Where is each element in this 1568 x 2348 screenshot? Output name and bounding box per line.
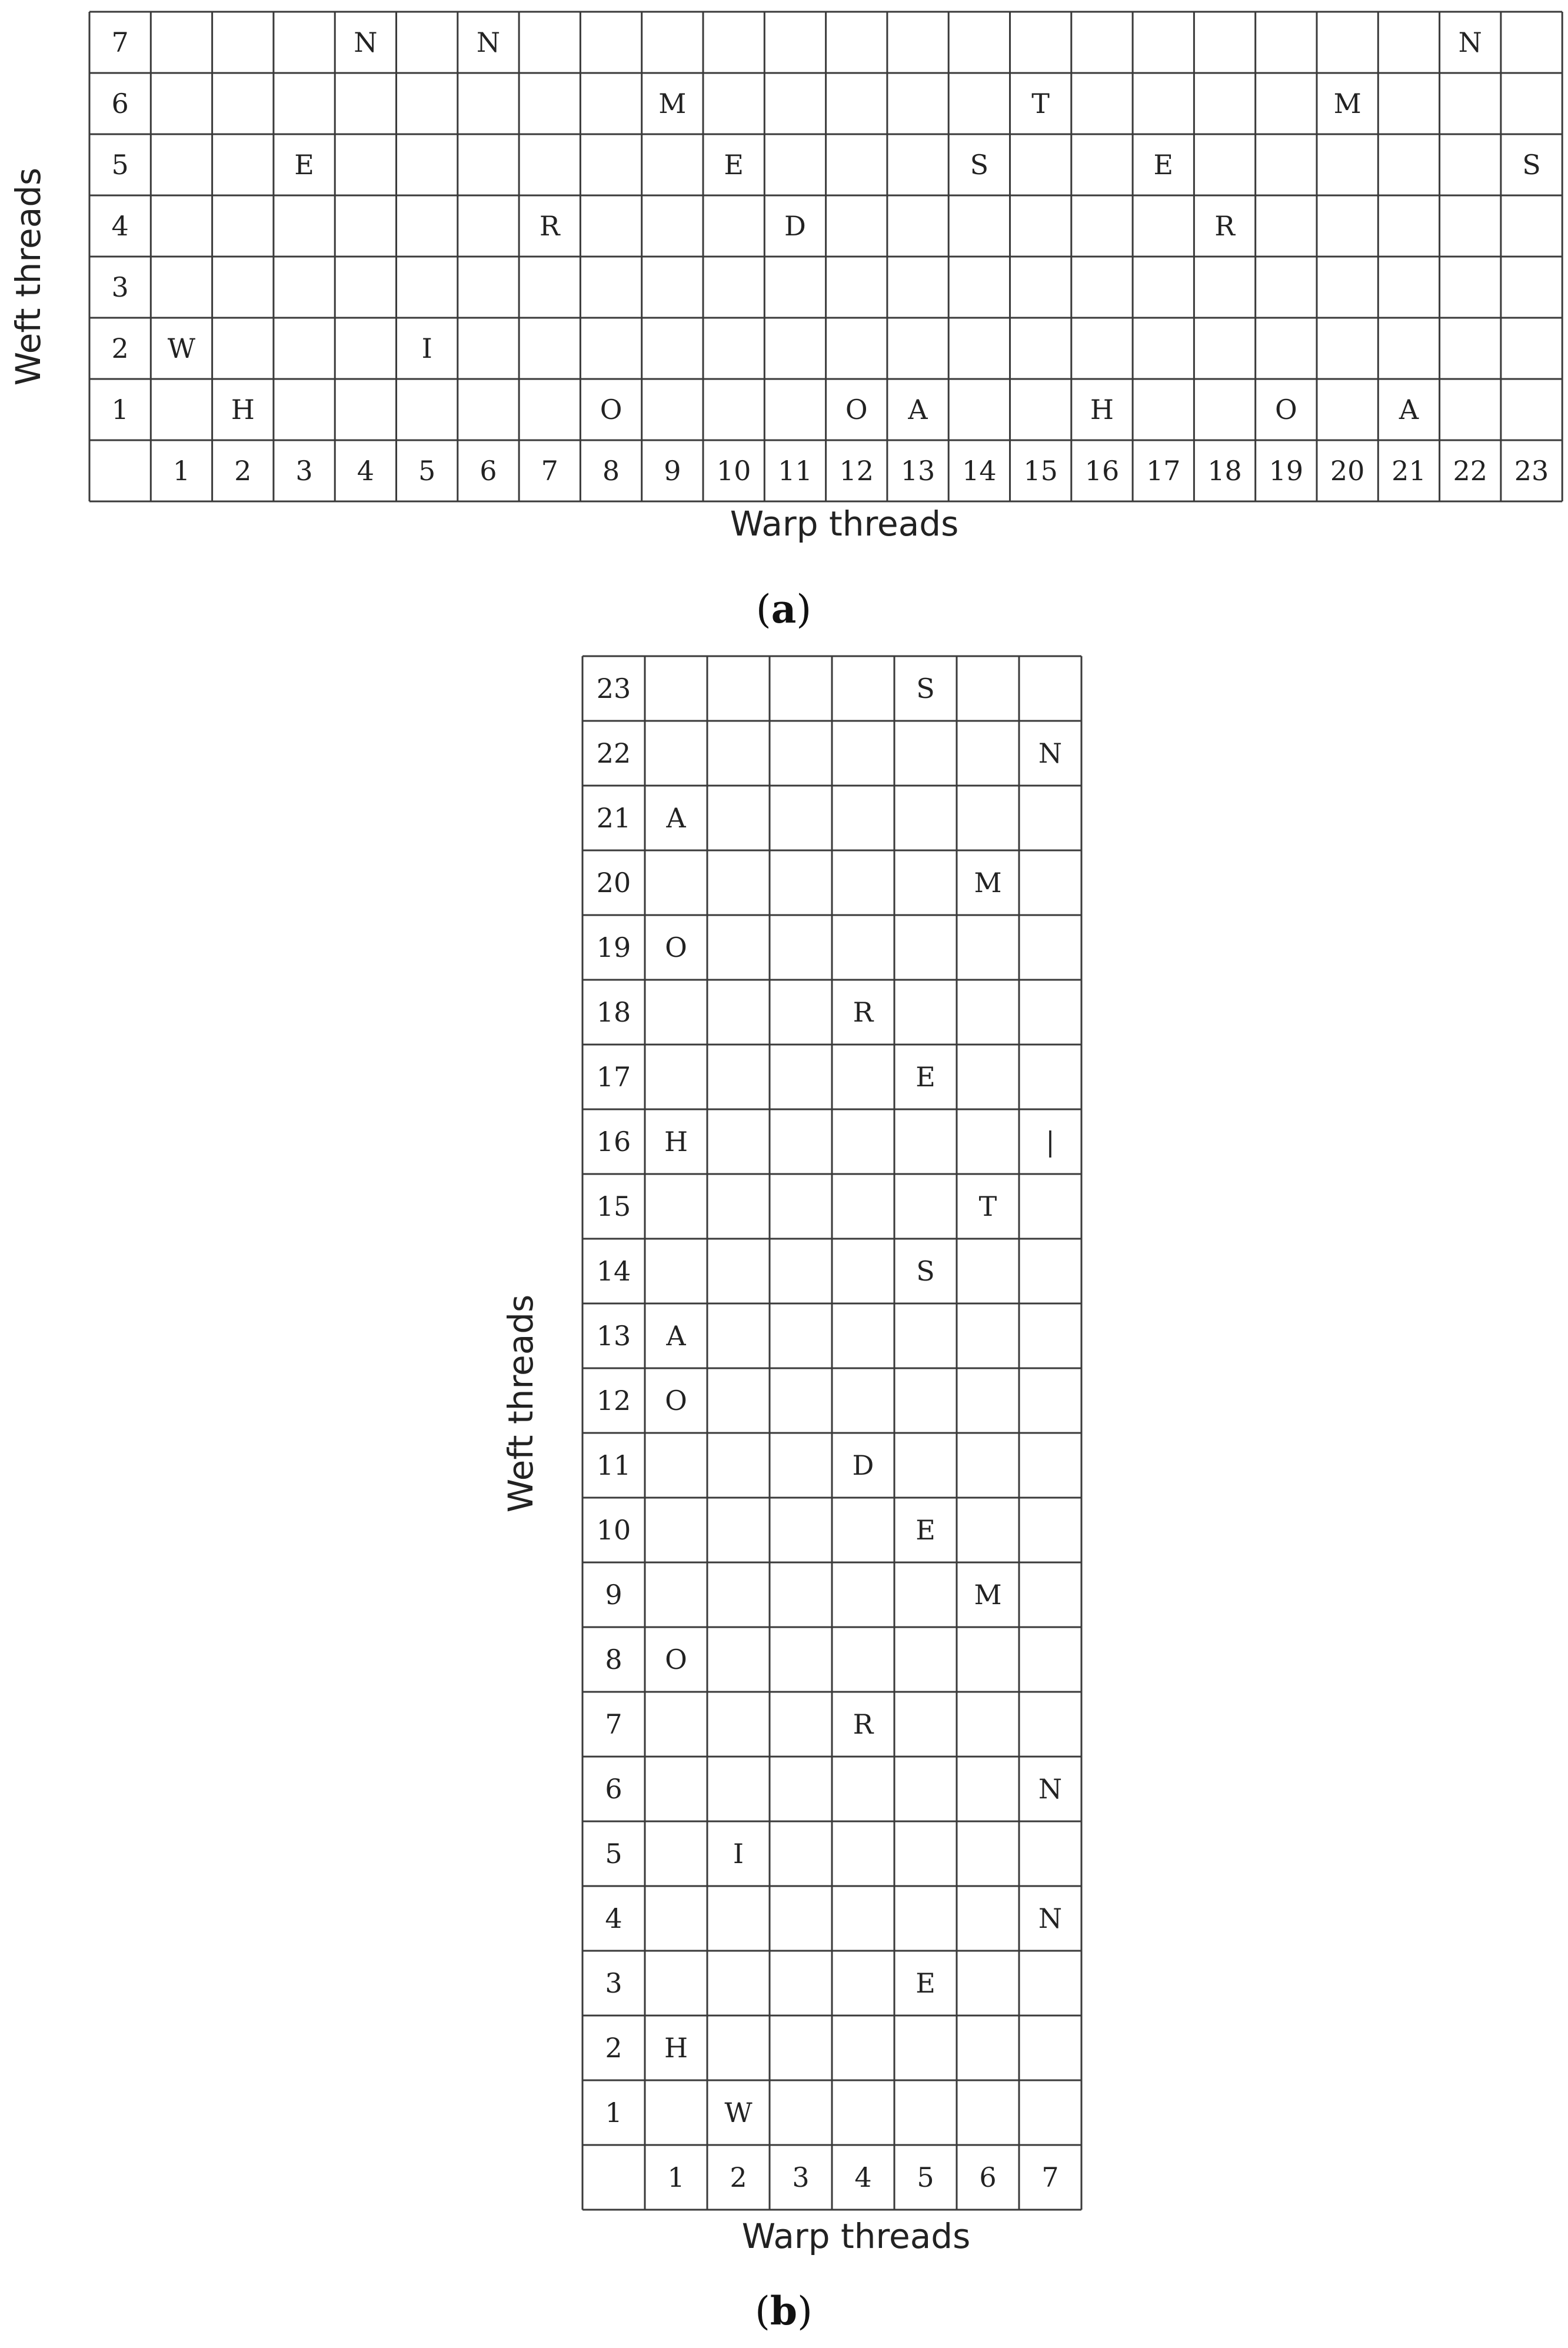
fig-b-cell-letter: O [665,932,687,963]
figure-a-grid [89,12,1562,501]
fig-b-column-label: 6 [979,2161,997,2193]
fig-a-row-label: 4 [111,210,129,242]
fig-a-column-label: 6 [480,455,497,487]
fig-b-row-label: 10 [596,1514,631,1546]
fig-a-row-label: 6 [111,88,129,119]
fig-b-cell-letter: R [853,1708,874,1740]
fig-a-row-label: 3 [111,271,129,303]
fig-b-column-label: 1 [667,2161,685,2193]
fig-b-row-label: 19 [596,932,631,963]
fig-b-cell-letter: R [853,996,874,1028]
fig-b-cell-letter: H [664,2032,688,2064]
fig-b-cell-letter: S [916,1255,935,1287]
fig-b-row-label: 9 [605,1579,622,1611]
figure-b-grid [582,656,1081,2210]
fig-a-cell-letter: R [539,210,560,242]
fig-a-column-label: 4 [357,455,374,487]
fig-a-cell-letter: M [1333,88,1361,119]
fig-a-column-label: 21 [1391,455,1426,487]
fig-a-row-label: 1 [111,394,129,425]
fig-b-cell-letter: | [1046,1126,1055,1158]
fig-b-column-label: 4 [854,2161,872,2193]
figure-b [501,656,1081,2334]
fig-a-cell-letter: O [845,394,868,425]
fig-b-cell-letter: D [852,1449,874,1481]
fig-a-column-label: 13 [900,455,936,487]
fig-b-cell-letter: E [916,1967,936,1999]
fig-a-column-label: 17 [1146,455,1181,487]
fig-a-column-label: 22 [1453,455,1488,487]
fig-a-cell-letter: A [1399,394,1419,425]
fig-a-column-label: 1 [172,455,191,487]
fig-a-row-label: 5 [111,149,129,181]
fig-a-cell-letter: N [354,26,378,58]
fig-a-column-label: 19 [1269,455,1304,487]
fig-b-cell-letter: N [1038,1903,1063,1934]
fig-a-cell-letter: O [600,394,622,425]
fig-a-cell-letter: H [1090,394,1114,425]
fig-b-cell-letter: H [664,1126,688,1158]
fig-a-cell-letter: E [1153,149,1174,181]
fig-b-row-label: 23 [596,673,631,704]
fig-a-column-label: 12 [839,455,874,487]
fig-b-row-label: 11 [596,1449,631,1481]
fig-a-cell-letter: H [231,394,255,425]
fig-a-column-label: 23 [1514,455,1549,487]
fig-a-column-label: 7 [541,455,558,487]
fig-b-cell-letter: T [978,1190,997,1222]
fig-a-cell-letter: M [658,88,687,119]
fig-b-cell-letter: O [665,1385,687,1416]
fig-b-row-label: 22 [596,737,631,769]
fig-a-column-label: 3 [295,455,313,487]
figure-b-y-axis-label: Weft threads [501,1294,541,1513]
fig-b-cell-letter: E [916,1514,936,1546]
fig-a-cell-letter: N [476,26,501,58]
fig-b-cell-letter: I [733,1838,744,1870]
fig-a-column-label: 2 [234,455,252,487]
fig-b-row-label: 18 [596,996,631,1028]
fig-b-column-label: 2 [730,2161,747,2193]
fig-b-row-label: 5 [605,1838,622,1870]
fig-a-cell-letter: A [908,394,928,425]
fig-b-row-label: 12 [596,1385,631,1416]
fig-b-row-label: 13 [596,1320,631,1352]
fig-b-cell-letter: A [666,802,686,834]
fig-b-row-label: 8 [605,1644,622,1675]
fig-b-row-label: 17 [596,1061,631,1093]
fig-b-row-label: 14 [596,1255,631,1287]
fig-a-cell-letter: S [970,149,989,181]
fig-b-row-label: 6 [605,1773,622,1805]
fig-b-row-label: 4 [605,1903,622,1934]
fig-a-column-label: 5 [418,455,436,487]
fig-a-row-label: 2 [111,332,129,364]
fig-a-cell-letter: W [167,332,196,364]
figure-b-caption: (b) [755,2288,813,2334]
fig-b-cell-letter: S [916,673,935,704]
fig-a-row-label: 7 [111,26,129,58]
fig-a-column-label: 10 [716,455,751,487]
fig-b-cell-letter: A [666,1320,686,1352]
fig-b-column-label: 5 [917,2161,934,2193]
fig-a-column-label: 20 [1330,455,1365,487]
fig-b-column-label: 3 [792,2161,810,2193]
fig-b-row-label: 7 [605,1708,622,1740]
fig-a-column-label: 8 [602,455,620,487]
fig-a-cell-letter: I [421,332,432,364]
fig-a-cell-letter: E [724,149,744,181]
fig-a-cell-letter: T [1031,88,1050,119]
fig-a-column-label: 9 [664,455,681,487]
fig-b-cell-letter: M [974,1579,1002,1611]
fig-a-cell-letter: D [784,210,806,242]
fig-b-row-label: 2 [605,2032,622,2064]
fig-b-cell-letter: N [1038,1773,1063,1805]
fig-a-column-label: 16 [1084,455,1120,487]
fig-a-cell-letter: O [1274,394,1297,425]
fig-a-cell-letter: N [1458,26,1482,58]
figure-a-caption: (a) [755,586,812,632]
fig-b-row-label: 20 [596,867,631,899]
fig-b-cell-letter: O [665,1644,687,1675]
figure-b-x-axis-label: Warp threads [741,2216,971,2256]
fig-a-cell-letter: R [1214,210,1235,242]
fig-b-cell-letter: E [916,1061,936,1093]
fig-b-cell-letter: W [724,2097,753,2129]
fig-b-row-label: 1 [605,2097,622,2129]
fig-b-row-label: 3 [605,1967,622,1999]
fig-a-column-label: 15 [1023,455,1058,487]
fig-b-row-label: 21 [596,802,631,834]
fig-a-cell-letter: E [294,149,314,181]
fig-a-column-label: 18 [1207,455,1242,487]
fig-a-column-label: 11 [778,455,813,487]
figure-a-x-axis-label: Warp threads [730,504,959,544]
fig-a-cell-letter: S [1522,149,1541,181]
fig-a-column-label: 14 [962,455,997,487]
fig-b-row-label: 16 [596,1126,631,1158]
fig-b-column-label: 7 [1041,2161,1059,2193]
fig-b-row-label: 15 [596,1190,631,1222]
figure-a [8,12,1562,632]
fig-b-cell-letter: N [1038,737,1063,769]
fig-b-cell-letter: M [974,867,1002,899]
figure-a-y-axis-label: Weft threads [8,167,48,386]
